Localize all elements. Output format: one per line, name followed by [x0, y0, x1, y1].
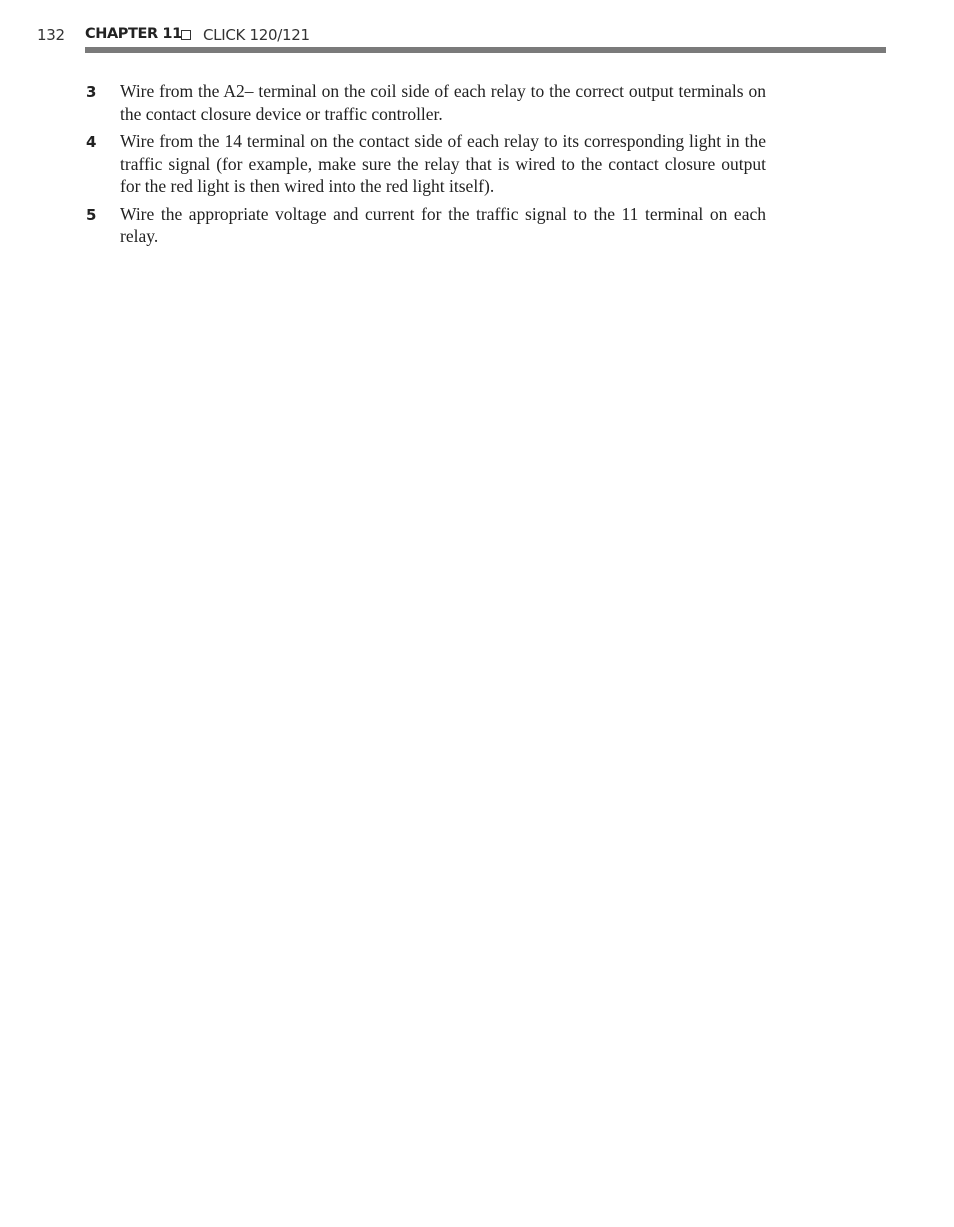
step-list: [0, 80, 954, 253]
step-text: Wire from the 14 terminal on the contact side of each relay to its corresponding light in the traffic signal (for example, make sure the relay that is wired to the contact closure output for the red light is then wired into the red light itself).: [120, 131, 766, 196]
step-number: 3: [86, 83, 97, 101]
step-item: [0, 130, 954, 198]
header-rule: [85, 47, 886, 53]
step-text: Wire from the A2– terminal on the coil side of each relay to the correct output terminals on the contact closure device or traffic controller.: [120, 81, 766, 124]
step-text: Wire the appropriate voltage and current for the traffic signal to the 11 terminal on each relay.: [120, 203, 766, 246]
chapter-label: CHAPTER 11: [85, 26, 182, 42]
separator-box-icon: [181, 30, 191, 40]
step-number: 5: [86, 205, 97, 224]
chapter-title: CLICK 120/121: [203, 26, 310, 44]
running-head: [0, 0, 954, 60]
step-number: 4: [86, 133, 97, 151]
page-number: 132: [37, 26, 65, 44]
step-item: [0, 80, 954, 125]
step-item: [0, 203, 954, 248]
